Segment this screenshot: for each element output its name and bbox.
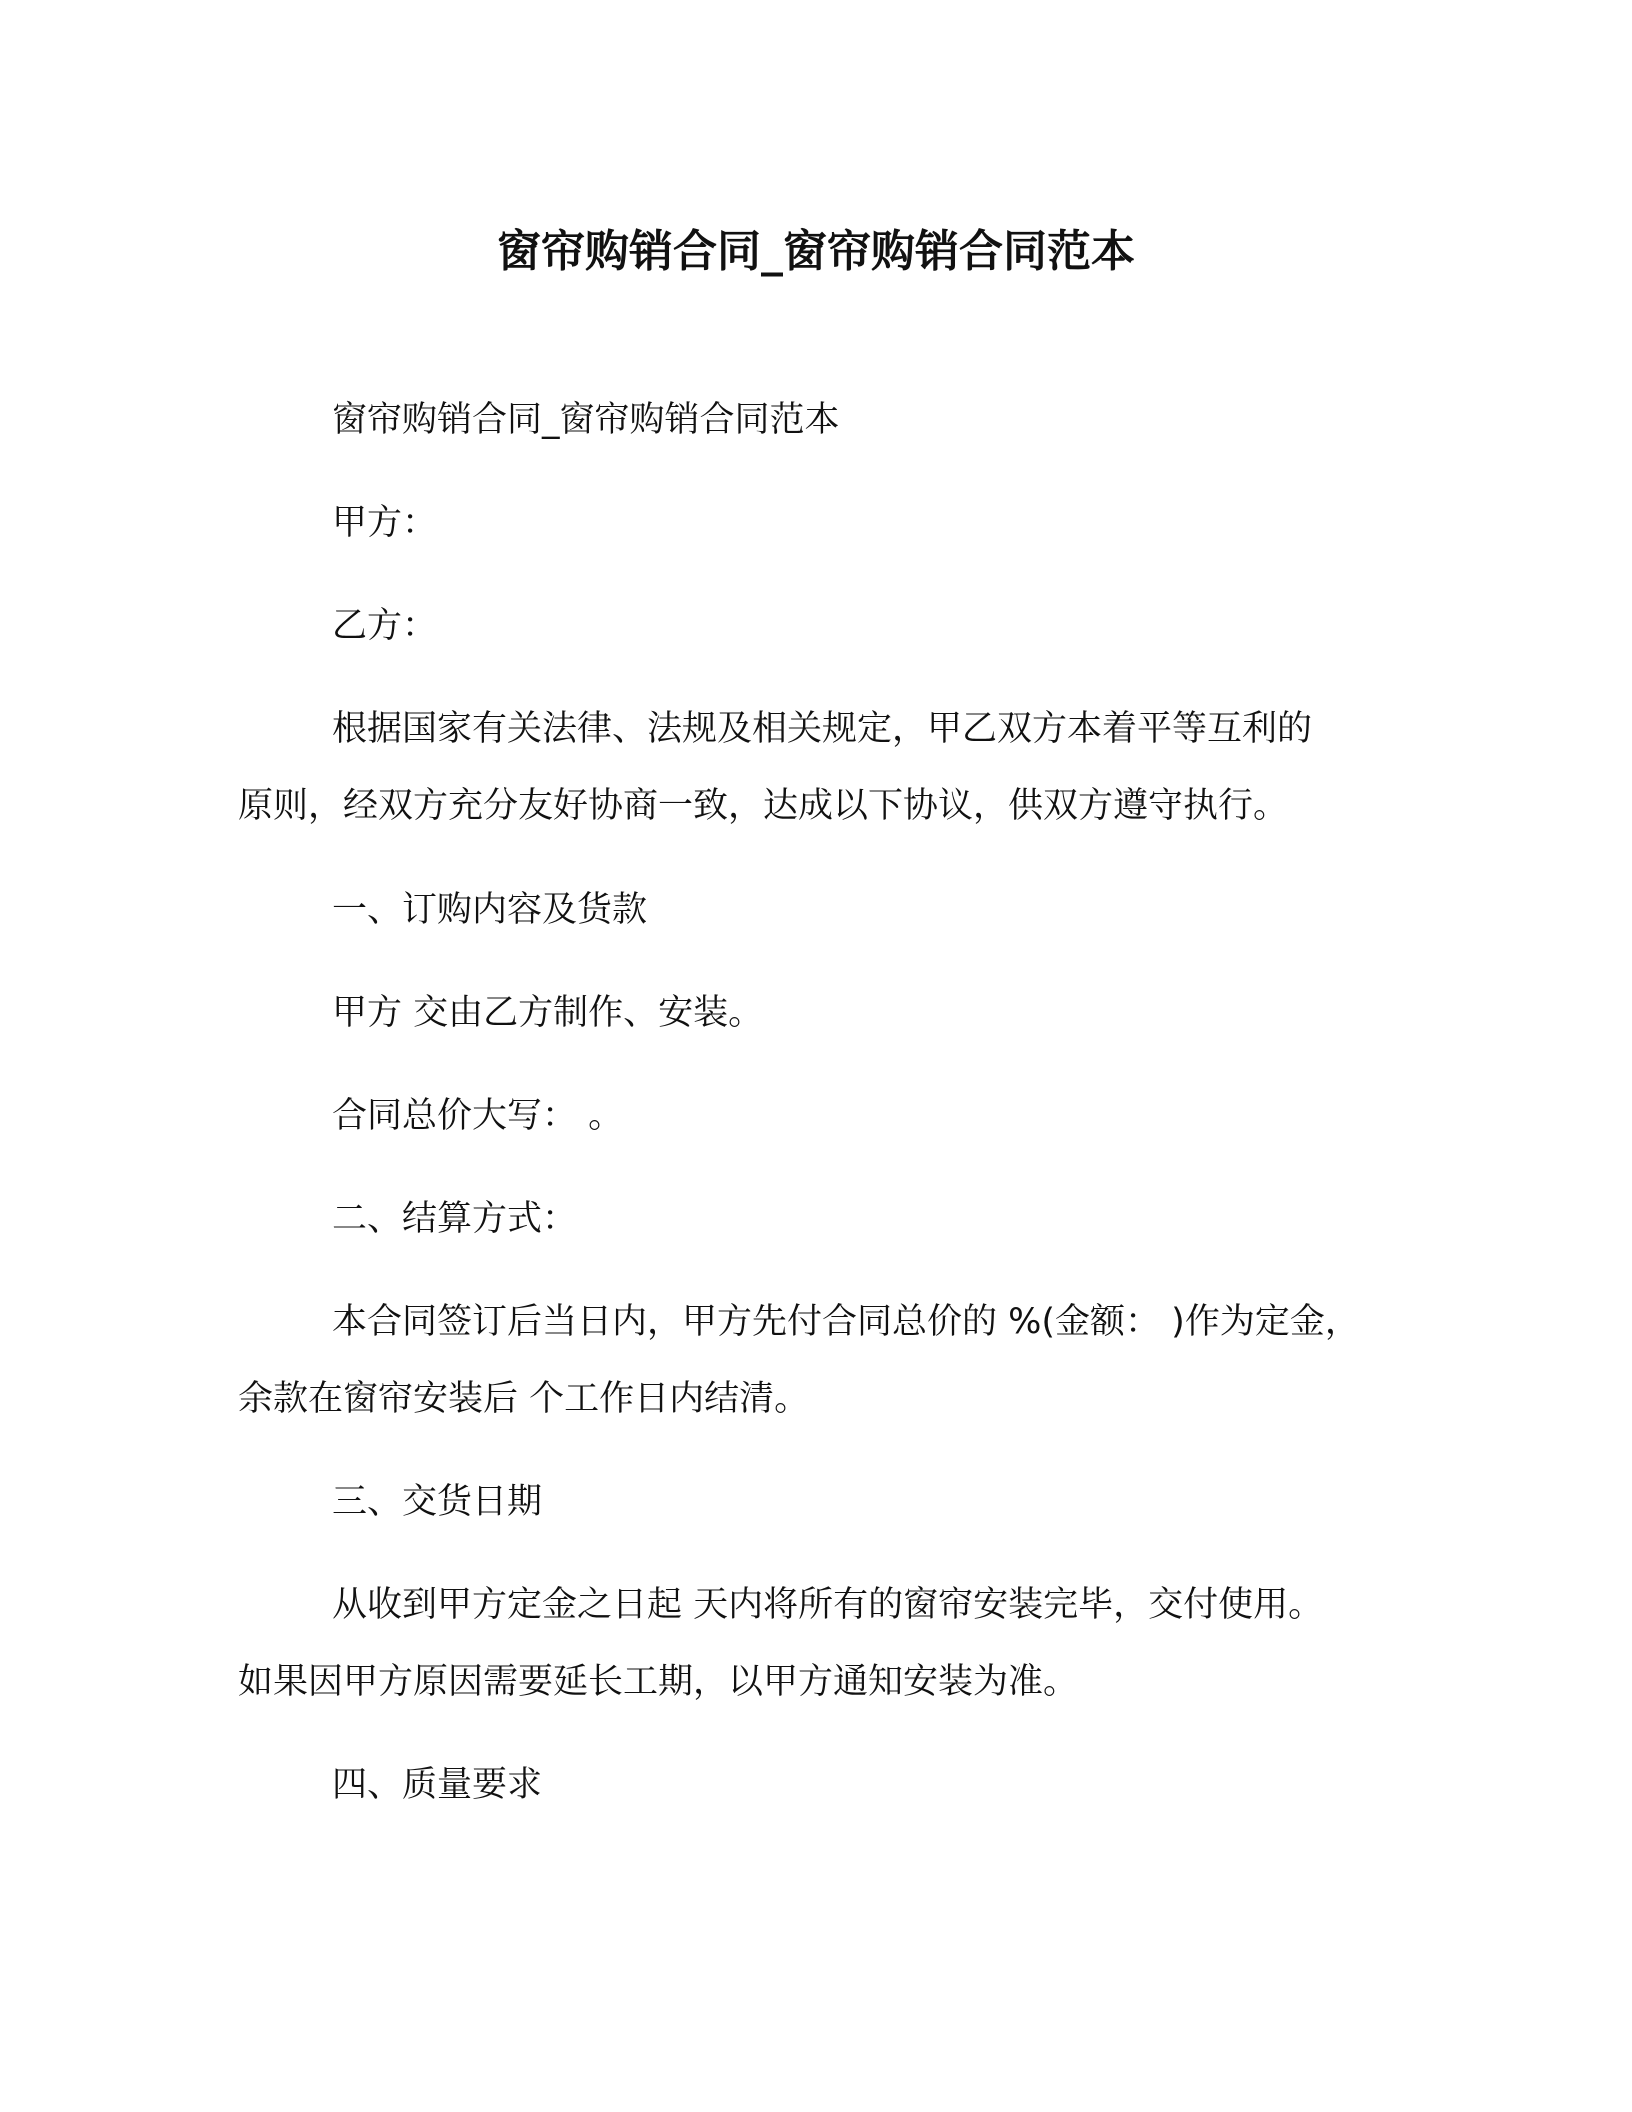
section-1-line-2: 合同总价大写： 。 bbox=[332, 1096, 624, 1136]
section-2-heading: 二、结算方式： bbox=[332, 1199, 578, 1239]
section-2-line-2: 余款在窗帘安装后 个工作日内结清。 bbox=[238, 1379, 810, 1419]
section-3-line-2: 如果因甲方原因需要延长工期，以甲方通知安装为准。 bbox=[238, 1662, 1079, 1702]
section-2-line-1: 本合同签订后当日内，甲方先付合同总价的 %(金额： )作为定金， bbox=[332, 1302, 1360, 1342]
section-3-line-1: 从收到甲方定金之日起 天内将所有的窗帘安装完毕，交付使用。 bbox=[332, 1585, 1324, 1625]
party-b-line: 乙方： bbox=[332, 606, 438, 646]
party-a-line: 甲方： bbox=[332, 503, 438, 543]
section-4-heading: 四、质量要求 bbox=[332, 1765, 543, 1805]
subtitle-line: 窗帘购销合同_窗帘购销合同范本 bbox=[332, 400, 840, 440]
section-1-line-1: 甲方 交由乙方制作、安装。 bbox=[332, 993, 764, 1033]
section-3-heading: 三、交货日期 bbox=[332, 1482, 543, 1522]
section-1-heading: 一、订购内容及货款 bbox=[332, 890, 648, 930]
preamble-line-1: 根据国家有关法律、法规及相关规定，甲乙双方本着平等互利的 bbox=[332, 709, 1313, 749]
document-title: 窗帘购销合同_窗帘购销合同范本 bbox=[497, 226, 1135, 277]
preamble-line-2: 原则，经双方充分友好协商一致，达成以下协议，供双方遵守执行。 bbox=[238, 786, 1289, 826]
